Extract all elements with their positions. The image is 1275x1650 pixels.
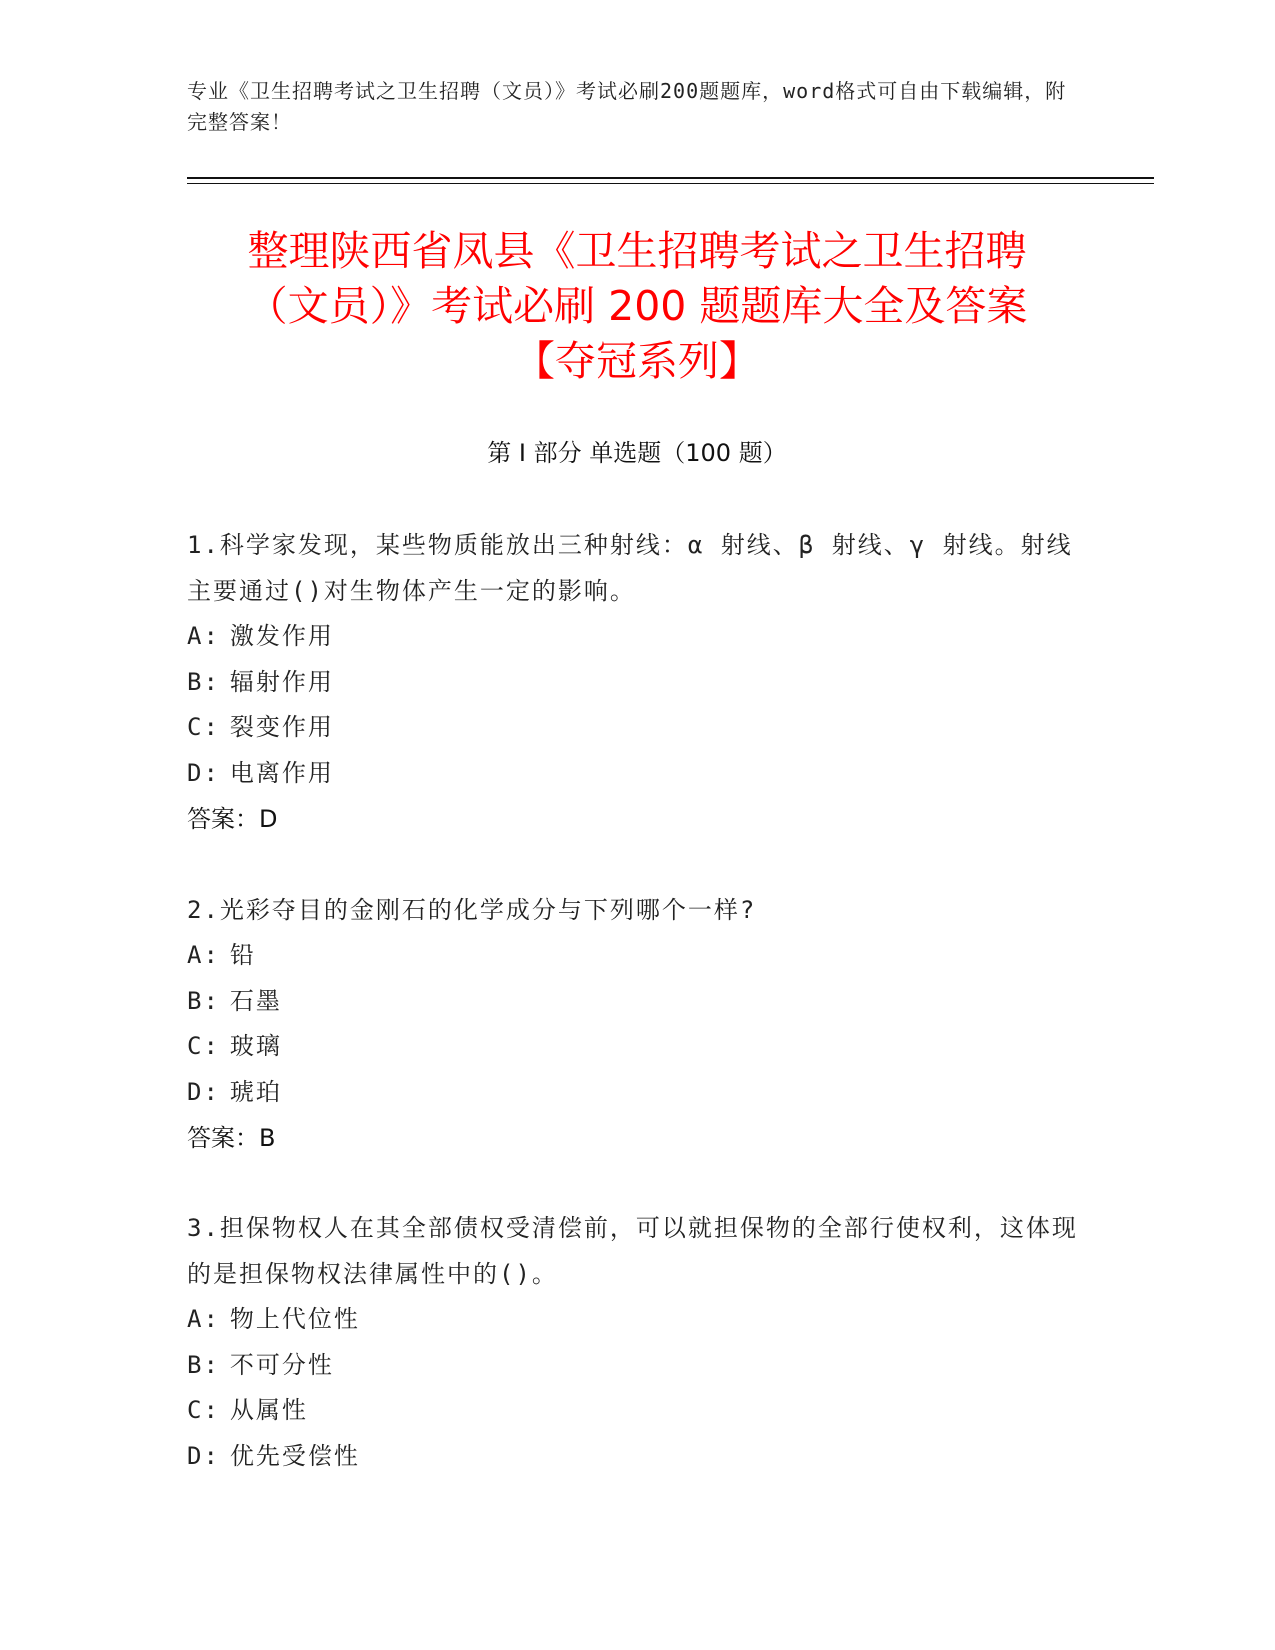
option-text: 辐射作用 (229, 667, 334, 696)
question-3 (187, 1205, 1087, 1479)
question-text: 3.担保物权人在其全部债权受清偿前，可以就担保物的全部行使权利，这体现的是担保物权法律属性中的()。 (187, 1214, 1078, 1288)
option-a (187, 933, 1087, 979)
question-1 (187, 522, 1087, 842)
option-text: 物上代位性 (229, 1305, 360, 1333)
option-text: 铅 (229, 941, 256, 969)
option-key: D: (187, 1077, 220, 1106)
option-key: D: (187, 758, 220, 787)
option-d (187, 751, 1087, 797)
header-divider-thin (187, 183, 1154, 184)
option-text: 石墨 (229, 986, 282, 1015)
option-text: 激发作用 (229, 622, 334, 650)
question-text: 2.光彩夺目的金刚石的化学成分与下列哪个一样? (187, 896, 757, 924)
option-text: 优先受偿性 (229, 1441, 360, 1470)
option-key: A: (187, 1305, 220, 1333)
section-heading: 第 I 部分 单选题（100 题） (487, 439, 787, 467)
option-d (187, 1434, 1087, 1480)
question-2 (187, 887, 1087, 1161)
option-key: A: (187, 622, 220, 650)
option-key: D: (187, 1441, 220, 1470)
option-text: 从属性 (229, 1396, 308, 1424)
option-d (187, 1070, 1087, 1116)
option-c (187, 705, 1087, 751)
option-text: 玻璃 (229, 1032, 282, 1060)
header-divider-thick (187, 177, 1154, 179)
option-c (187, 1024, 1087, 1070)
question-text: 1.科学家发现，某些物质能放出三种射线：α 射线、β 射线、γ 射线。射线主要通过()对生物体产生一定的影响。 (187, 531, 1073, 605)
option-b (187, 979, 1087, 1025)
option-key: C: (187, 1032, 220, 1060)
title-line-2: （文员）》考试必刷 200 题题库大全及答案 (246, 282, 1028, 330)
option-text: 裂变作用 (229, 713, 334, 741)
option-text: 琥珀 (229, 1077, 282, 1106)
option-a (187, 1297, 1087, 1343)
answer-line: 答案：B (187, 1124, 276, 1152)
document-title (187, 224, 1087, 389)
option-key: B: (187, 1350, 220, 1379)
title-line-3: 【夺冠系列】 (514, 337, 760, 385)
option-b (187, 1343, 1087, 1389)
answer-line: 答案：D (187, 805, 278, 833)
option-key: C: (187, 713, 220, 741)
option-a (187, 614, 1087, 660)
option-key: B: (187, 667, 220, 696)
option-text: 电离作用 (229, 758, 334, 787)
option-key: C: (187, 1396, 220, 1424)
option-c (187, 1388, 1087, 1434)
title-line-1: 整理陕西省凤县《卫生招聘考试之卫生招聘 (247, 227, 1027, 275)
option-key: B: (187, 986, 220, 1015)
option-text: 不可分性 (229, 1350, 334, 1379)
option-key: A: (187, 941, 220, 969)
option-b (187, 660, 1087, 706)
header-intro: 专业《卫生招聘考试之卫生招聘（文员）》考试必刷200题题库，word格式可自由下载编辑，附完整答案！ (187, 79, 1067, 134)
